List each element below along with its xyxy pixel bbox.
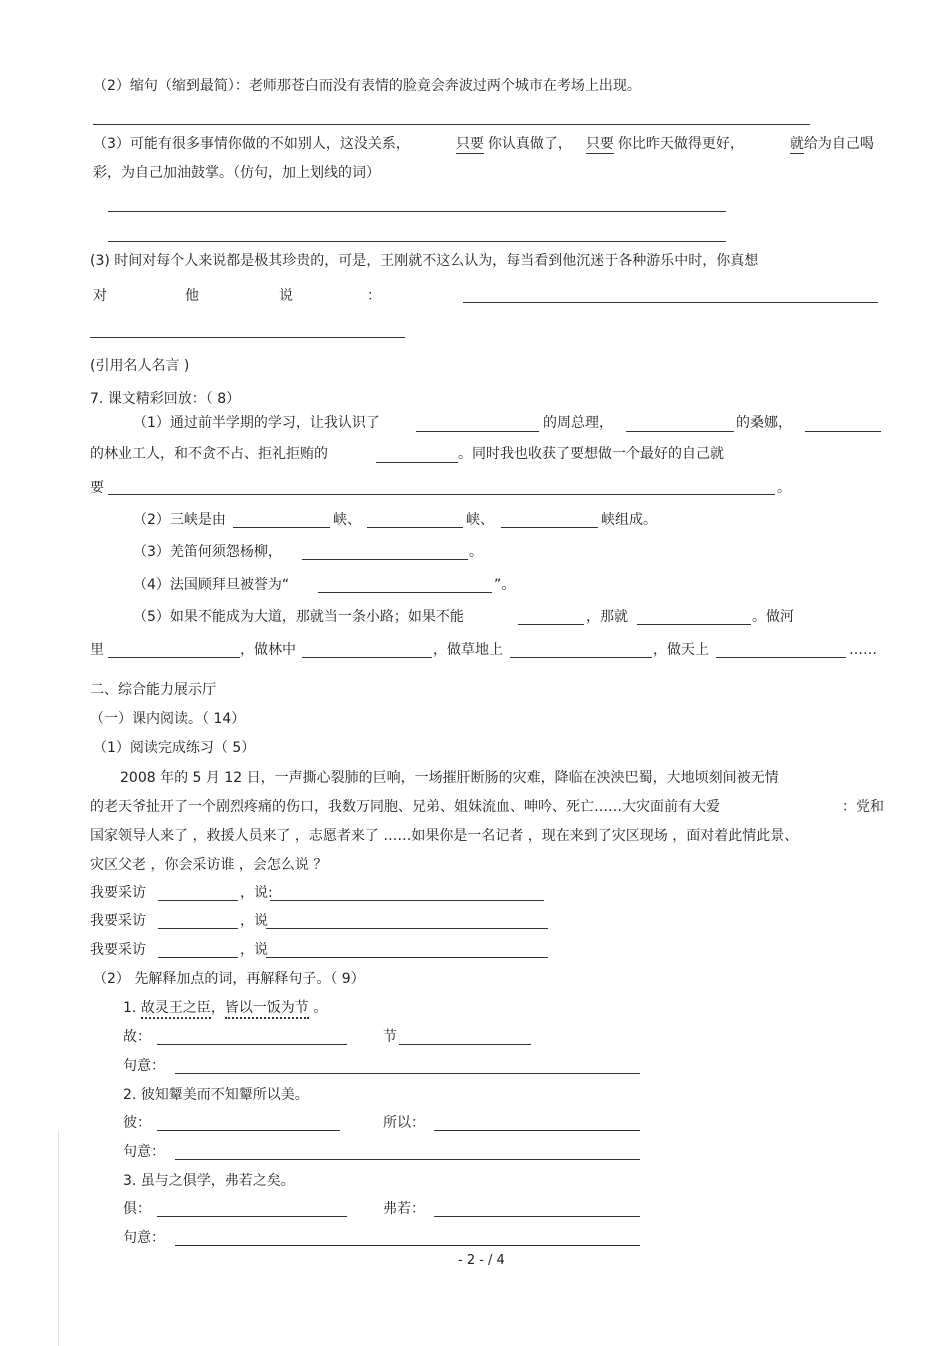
dotted-phrase: 故灵王之臣: [141, 1000, 211, 1019]
word-label: 弗若：: [383, 1201, 425, 1217]
sentence-meaning-label: 句意：: [123, 1058, 165, 1074]
q3-text: （3）可能有很多事情你做的不如别人，这没关系，: [93, 136, 410, 152]
passage-line: 的老天爷扯开了一个剧烈疼痛的伤口，我数万同胞、兄弟、姐妹流血、呻吟、死亡……大灾面前有大爱: [90, 799, 720, 815]
fill-blank[interactable]: [158, 928, 238, 929]
page-margin-line: [58, 1130, 59, 1346]
underlined-word: 只要: [455, 136, 484, 152]
underlined-word: 只要: [585, 136, 614, 152]
q7-p1-text: 的林业工人，和不贪不占、拒礼拒贿的: [90, 446, 328, 462]
q7-p5-text: ，做林中: [240, 642, 296, 658]
q3b-note: (引用名人名言 ): [90, 358, 190, 374]
q7-p2-text: （2）三峡是由: [133, 512, 226, 528]
passage-line: 灾区父老 ，你会采访谁 ，会怎么说 ？: [90, 857, 328, 873]
word-label: 节: [383, 1029, 397, 1045]
say-label: ，说: [240, 942, 268, 958]
fill-blank[interactable]: [434, 1216, 640, 1217]
q3-text: 你认真做了，: [487, 136, 572, 152]
q3b-question: (3) 时间对每个人来说都是极其珍贵的，可是，王刚就不这么认为，每当看到他沉迷于各种游乐中时，你真想: [90, 253, 759, 269]
answer-line[interactable]: [108, 211, 726, 212]
passage-line: 国家领导人来了 ，救援人员来了 ，志愿者来了 ……如果你是一名记者 ，现在来到了灾区现场 ，面对着此情此景、: [90, 828, 799, 844]
interview-label: 我要采访: [90, 885, 146, 901]
fill-blank[interactable]: [302, 559, 468, 560]
fill-blank[interactable]: [266, 957, 548, 958]
q7-p1-text: 。同时我也收获了要想做一个最好的自己就: [458, 446, 724, 462]
fill-blank[interactable]: [501, 527, 598, 528]
q7-p1-text: 的周总理，: [543, 415, 613, 431]
fill-blank[interactable]: [157, 1130, 340, 1131]
q3-text: 给为自己喝: [803, 136, 874, 152]
exercise-title: （1）阅读完成练习（ 5）: [93, 740, 256, 756]
fill-blank[interactable]: [108, 494, 775, 495]
fill-blank[interactable]: [175, 1245, 640, 1246]
sentence-meaning-label: 句意：: [123, 1144, 165, 1160]
q7-p2-text: 峡组成。: [601, 512, 657, 528]
q7-p1-text: （1）通过前半学期的学习，让我认识了: [133, 415, 380, 431]
q7-title: 7. 课文精彩回放：（ 8）: [90, 391, 241, 407]
q2b-title: （2） 先解释加点的词，再解释句子。（ 9）: [93, 971, 365, 987]
fill-blank[interactable]: [302, 657, 432, 658]
q3-text: 你比昨天做得更好，: [617, 136, 744, 152]
q3b-word: 他: [185, 288, 199, 304]
fill-blank[interactable]: [270, 900, 544, 901]
fill-blank[interactable]: [416, 431, 539, 432]
answer-line[interactable]: [108, 241, 726, 242]
page-number: - 2 - / 4: [458, 1253, 505, 1268]
classical-sentence-2: 2. 彼知颦美而不知颦所以美。: [123, 1087, 309, 1103]
section-title: 二、综合能力展示厅: [90, 682, 216, 698]
fill-blank[interactable]: [157, 1216, 347, 1217]
fill-blank[interactable]: [318, 592, 492, 593]
q7-p5-text: ，做草地上: [433, 642, 503, 658]
fill-blank[interactable]: [637, 624, 751, 625]
q3b-word: 对: [93, 288, 107, 304]
q7-p3-text: （3）羌笛何须怨杨柳，: [133, 544, 282, 560]
q7-p1-text: 的桑娜，: [736, 415, 792, 431]
q2-shrink-sentence: （2）缩句（缩到最简）：老师那苍白而没有表情的脸竟会奔波过两个城市在考场上出现。: [93, 78, 641, 94]
fill-blank[interactable]: [367, 527, 463, 528]
word-label: 所以：: [383, 1115, 425, 1131]
fill-blank[interactable]: [233, 527, 330, 528]
fill-blank[interactable]: [108, 657, 240, 658]
q7-p3-text: 。: [469, 544, 483, 560]
answer-line[interactable]: [93, 124, 810, 125]
q7-p5-text: ，那就: [586, 609, 628, 625]
punctuation: ，: [210, 1000, 225, 1016]
fill-blank[interactable]: [175, 1159, 640, 1160]
sentence-meaning-label: 句意：: [123, 1230, 165, 1246]
item-number: 1.: [123, 1000, 141, 1016]
dotted-phrase: 皆以一饭为节: [225, 1000, 309, 1019]
q7-p5-text: （5）如果不能成为大道，那就当一条小路；如果不能: [133, 609, 464, 625]
fill-blank[interactable]: [157, 1044, 347, 1045]
q3b-word: 说: [279, 288, 293, 304]
subsection-title: （一）课内阅读。（ 14）: [90, 711, 246, 727]
q7-p5-text: 里: [90, 642, 104, 658]
interview-label: 我要采访: [90, 913, 146, 929]
q7-p4-text: ”。: [494, 577, 516, 593]
say-label: ，说:: [240, 885, 273, 901]
passage-line: 2008 年的 5 月 12 日，一声撕心裂肺的巨响，一场摧肝断肠的灾难，降临在泱泱巴蜀，大地顷刻间被无情: [120, 770, 779, 786]
fill-blank[interactable]: [626, 431, 734, 432]
fill-blank[interactable]: [510, 657, 652, 658]
fill-blank[interactable]: [376, 462, 458, 463]
punctuation: 。: [308, 1000, 328, 1016]
answer-line[interactable]: [463, 302, 878, 303]
fill-blank[interactable]: [175, 1073, 640, 1074]
q7-p2-text: 峡、: [333, 512, 361, 528]
q3-imitate-line2: 彩，为自己加油鼓掌。（仿句，加上划线的词）: [93, 165, 380, 181]
word-label: 彼：: [123, 1115, 151, 1131]
answer-line[interactable]: [90, 337, 405, 338]
fill-blank[interactable]: [158, 900, 238, 901]
q7-p5-text: ，做天上: [653, 642, 709, 658]
passage-line: ：党和: [842, 799, 884, 815]
fill-blank[interactable]: [158, 957, 238, 958]
interview-label: 我要采访: [90, 942, 146, 958]
classical-sentence-1: [123, 998, 327, 1018]
q3-imitate-line1: [93, 134, 874, 154]
classical-sentence-3: 3. 虽与之俱学，弗若之矣。: [123, 1173, 295, 1189]
q7-p4-text: （4）法国顾拜旦被誉为“: [133, 577, 290, 593]
fill-blank[interactable]: [805, 431, 881, 432]
q7-p1-text: 。: [777, 480, 791, 496]
fill-blank[interactable]: [399, 1044, 531, 1045]
fill-blank[interactable]: [266, 928, 548, 929]
q7-p2-text: 峡、: [466, 512, 494, 528]
fill-blank[interactable]: [518, 624, 584, 625]
fill-blank[interactable]: [434, 1130, 640, 1131]
q7-p5-text: ……: [849, 642, 877, 658]
word-label: 故：: [123, 1029, 151, 1045]
word-label: 俱：: [123, 1201, 151, 1217]
q3b-word: ：: [367, 288, 381, 304]
underlined-word: 就: [789, 136, 804, 152]
say-label: ，说: [240, 913, 268, 929]
fill-blank[interactable]: [716, 657, 846, 658]
q7-p5-text: 。做河: [752, 609, 794, 625]
q7-p1-text: 要: [90, 480, 104, 496]
